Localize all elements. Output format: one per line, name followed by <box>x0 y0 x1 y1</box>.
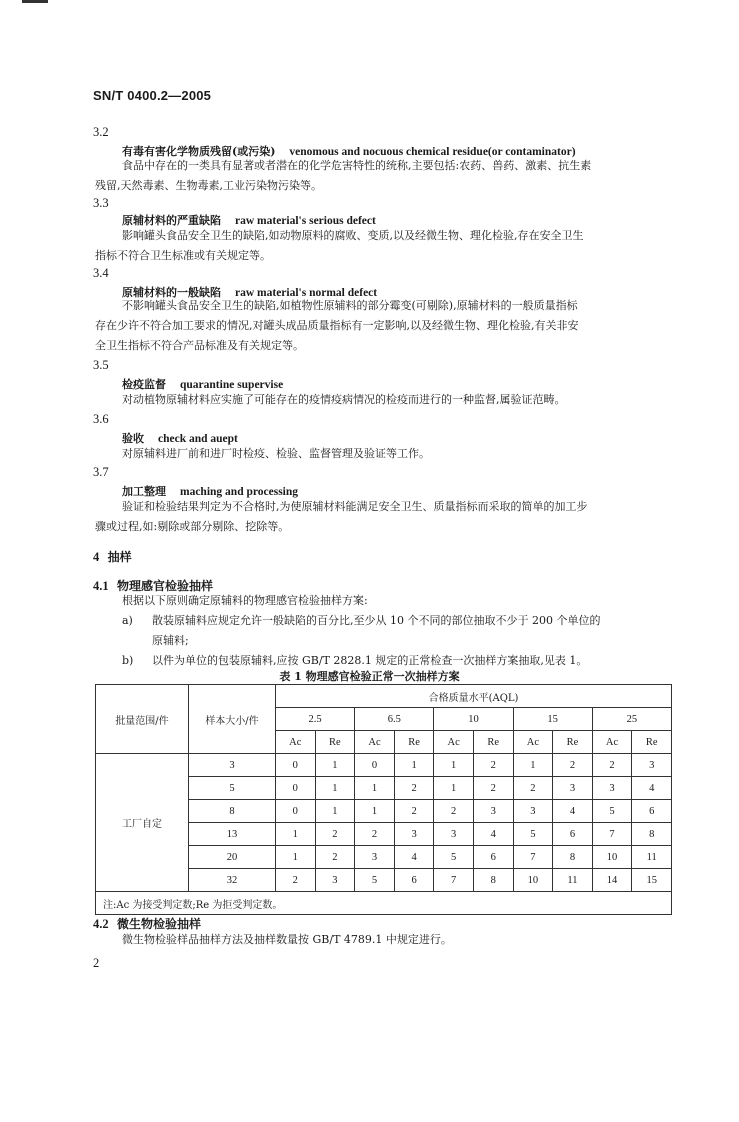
re-value-cell: 8 <box>473 869 513 892</box>
page-number: 2 <box>93 956 100 970</box>
subsection-title: 微生物检验抽样 <box>116 917 201 931</box>
ac-label: Ac <box>434 731 474 754</box>
re-value-cell: 2 <box>473 754 513 777</box>
re-value-cell: 2 <box>394 800 434 823</box>
re-value-cell: 15 <box>632 869 672 892</box>
definition-text-line: 骤或过程,如:剔除或部分剔除、挖除等。 <box>95 520 290 533</box>
aql-level: 6.5 <box>355 708 434 731</box>
ac-value-cell: 1 <box>434 777 474 800</box>
sample-size-cell: 13 <box>189 823 276 846</box>
re-value-cell: 2 <box>473 777 513 800</box>
re-value-cell: 2 <box>394 777 434 800</box>
re-value-cell: 4 <box>553 800 593 823</box>
re-value-cell: 4 <box>394 846 434 869</box>
ac-value-cell: 7 <box>434 869 474 892</box>
ac-value-cell: 1 <box>355 777 395 800</box>
re-value-cell: 1 <box>315 800 355 823</box>
re-value-cell: 3 <box>632 754 672 777</box>
ac-value-cell: 5 <box>592 800 632 823</box>
sample-size-header: 样本大小/件 <box>189 685 276 754</box>
term-english: raw material's serious defect <box>235 215 376 227</box>
ac-value-cell: 5 <box>513 823 553 846</box>
table-header-row <box>96 685 672 708</box>
definition-text-line: 存在少许不符合加工要求的情况,对罐头成品质量指标有一定影响,以及经微生物、理化检验,有关非安 <box>95 319 579 332</box>
ac-value-cell: 0 <box>276 777 316 800</box>
top-edge-mark <box>22 0 48 3</box>
re-value-cell: 2 <box>315 823 355 846</box>
ac-value-cell: 2 <box>355 823 395 846</box>
re-label: Re <box>553 731 593 754</box>
term-chinese: 检疫监督 <box>122 378 166 391</box>
ac-value-cell: 7 <box>513 846 553 869</box>
ac-value-cell: 3 <box>592 777 632 800</box>
ac-value-cell: 0 <box>276 754 316 777</box>
list-item-text: 散装原辅料应规定允许一般缺陷的百分比,至少从 10 个不同的部位抽取不少于 200 个单位的 <box>152 614 601 627</box>
ac-value-cell: 1 <box>276 823 316 846</box>
sample-size-cell: 8 <box>189 800 276 823</box>
definition-text-line: 全卫生指标不符合产品标准及有关规定等。 <box>95 339 304 352</box>
re-label: Re <box>473 731 513 754</box>
definition-text-line: 不影响罐头食品安全卫生的缺陷,如植物性原辅料的部分霉变(可剔除),原辅材料的一般质量指标 <box>122 299 578 312</box>
ac-label: Ac <box>355 731 395 754</box>
re-value-cell: 11 <box>632 846 672 869</box>
aql-level: 10 <box>434 708 513 731</box>
ac-value-cell: 5 <box>434 846 474 869</box>
sample-size-cell: 3 <box>189 754 276 777</box>
paragraph-text: 微生物检验样品抽样方法及抽样数量按 GB/T 4789.1 中规定进行。 <box>122 933 452 946</box>
re-value-cell: 4 <box>632 777 672 800</box>
definition-text-line: 指标不符合卫生标准或有关规定等。 <box>95 249 271 262</box>
term-english: venomous and nocuous chemical residue(or contaminator) <box>289 146 576 158</box>
section-number: 4 <box>93 550 100 564</box>
batch-range-cell: 工厂自定 <box>96 754 189 892</box>
re-value-cell: 8 <box>553 846 593 869</box>
ac-value-cell: 1 <box>355 800 395 823</box>
term-english: quarantine supervise <box>180 379 284 391</box>
re-value-cell: 1 <box>394 754 434 777</box>
list-item-marker: b) <box>122 654 134 667</box>
ac-value-cell: 2 <box>276 869 316 892</box>
term-chinese: 加工整理 <box>122 485 166 498</box>
ac-value-cell: 10 <box>592 846 632 869</box>
term-chinese: 原辅材料的一般缺陷 <box>122 286 221 299</box>
sampling-plan-table <box>95 684 672 915</box>
definition-text-line: 验证和检验结果判定为不合格时,为使原辅材料能满足安全卫生、质量指标而采取的简单的加工步 <box>122 500 588 513</box>
definition-text-line: 食品中存在的一类具有显著或者潜在的化学危害特性的统称,主要包括:农药、兽药、激素、抗生素 <box>122 159 592 172</box>
ac-value-cell: 0 <box>276 800 316 823</box>
list-item-text: 以件为单位的包装原辅料,应按 GB/T 2828.1 规定的正常检查一次抽样方案抽取,见表 1。 <box>152 654 588 667</box>
section-title: 抽样 <box>107 550 132 564</box>
table-note-row <box>96 892 672 915</box>
table-note: 注:Ac 为接受判定数;Re 为拒受判定数。 <box>96 892 672 915</box>
ac-label: Ac <box>276 731 316 754</box>
ac-value-cell: 3 <box>355 846 395 869</box>
term-english: check and auept <box>158 433 238 445</box>
definition-number: 3.3 <box>93 196 109 210</box>
sample-size-cell: 32 <box>189 869 276 892</box>
definition-text-line: 残留,天然毒素、生物毒素,工业污染物污染等。 <box>95 179 322 192</box>
re-label: Re <box>394 731 434 754</box>
ac-label: Ac <box>592 731 632 754</box>
list-item-text: 原辅料; <box>152 634 189 647</box>
definition-text-line: 对动植物原辅材料应实施了可能存在的疫情疫病情况的检疫而进行的一种监督,属验证范畴。 <box>122 393 566 406</box>
re-label: Re <box>632 731 672 754</box>
sample-size-cell: 5 <box>189 777 276 800</box>
definition-text-line: 对原辅料进厂前和进厂时检疫、检验、监督管理及验证等工作。 <box>122 447 430 460</box>
subsection-number: 4.1 <box>93 579 109 593</box>
ac-label: Ac <box>513 731 553 754</box>
re-value-cell: 6 <box>553 823 593 846</box>
re-value-cell: 3 <box>315 869 355 892</box>
ac-value-cell: 7 <box>592 823 632 846</box>
re-value-cell: 3 <box>394 823 434 846</box>
ac-value-cell: 3 <box>434 823 474 846</box>
re-value-cell: 3 <box>473 800 513 823</box>
paragraph-text: 根据以下原则确定原辅料的物理感官检验抽样方案: <box>122 594 368 607</box>
document-id-header: SN/T 0400.2—2005 <box>93 88 212 103</box>
definition-number: 3.4 <box>93 266 109 280</box>
aql-level: 25 <box>592 708 671 731</box>
definition-number: 3.7 <box>93 465 109 479</box>
ac-value-cell: 2 <box>592 754 632 777</box>
term-english: maching and processing <box>180 486 299 498</box>
re-value-cell: 2 <box>553 754 593 777</box>
ac-value-cell: 1 <box>276 846 316 869</box>
ac-value-cell: 10 <box>513 869 553 892</box>
definition-number: 3.5 <box>93 358 109 372</box>
re-value-cell: 1 <box>315 777 355 800</box>
ac-value-cell: 1 <box>513 754 553 777</box>
ac-value-cell: 3 <box>513 800 553 823</box>
aql-level: 2.5 <box>276 708 355 731</box>
definition-number: 3.6 <box>93 412 109 426</box>
aql-level: 15 <box>513 708 592 731</box>
subsection-title: 物理感官检验抽样 <box>116 579 213 593</box>
list-item-marker: a) <box>122 614 133 627</box>
term-chinese: 原辅材料的严重缺陷 <box>122 214 221 227</box>
batch-range-header: 批量范围/件 <box>96 685 189 754</box>
re-value-cell: 4 <box>473 823 513 846</box>
re-value-cell: 2 <box>315 846 355 869</box>
ac-value-cell: 14 <box>592 869 632 892</box>
ac-value-cell: 0 <box>355 754 395 777</box>
re-label: Re <box>315 731 355 754</box>
table-caption: 表 1 物理感官检验正常一次抽样方案 <box>279 670 460 683</box>
re-value-cell: 6 <box>473 846 513 869</box>
aql-header: 合格质量水平(AQL) <box>276 685 672 708</box>
term-chinese: 有毒有害化学物质残留(或污染) <box>122 145 276 158</box>
ac-value-cell: 1 <box>434 754 474 777</box>
re-value-cell: 8 <box>632 823 672 846</box>
ac-value-cell: 5 <box>355 869 395 892</box>
sample-size-cell: 20 <box>189 846 276 869</box>
term-chinese: 验收 <box>122 432 144 445</box>
table-row <box>96 754 672 777</box>
definition-number: 3.2 <box>93 125 109 139</box>
ac-value-cell: 2 <box>434 800 474 823</box>
re-value-cell: 11 <box>553 869 593 892</box>
re-value-cell: 1 <box>315 754 355 777</box>
subsection-number: 4.2 <box>93 917 109 931</box>
definition-text-line: 影响罐头食品安全卫生的缺陷,如动物原料的腐败、变质,以及经微生物、理化检验,存在安全卫生 <box>122 229 584 242</box>
term-english: raw material's normal defect <box>235 287 378 299</box>
re-value-cell: 6 <box>632 800 672 823</box>
re-value-cell: 3 <box>553 777 593 800</box>
section-heading <box>93 548 132 565</box>
re-value-cell: 6 <box>394 869 434 892</box>
ac-value-cell: 2 <box>513 777 553 800</box>
